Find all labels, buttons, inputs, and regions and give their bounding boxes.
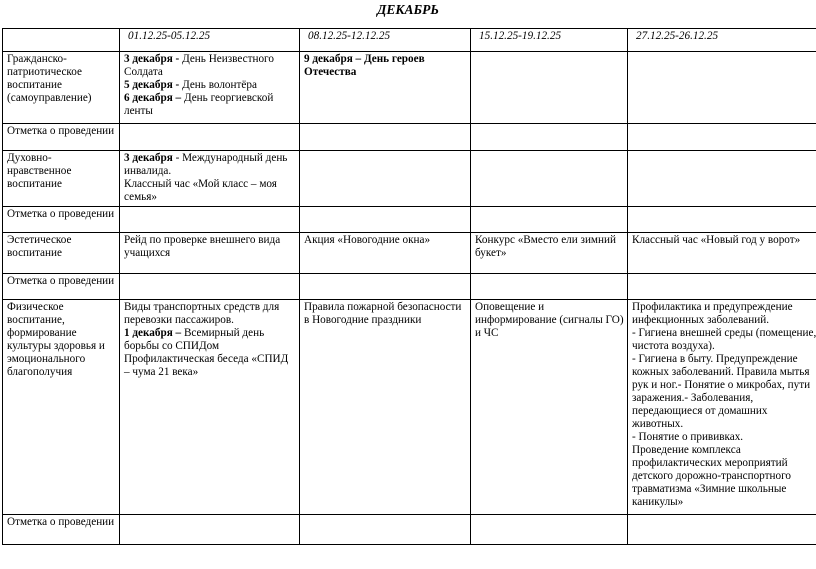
- mark-label-civic: Отметка о проведении: [3, 124, 120, 151]
- row-mark-aesthetic: [3, 274, 816, 300]
- row-aesthetic: [3, 233, 816, 274]
- mark-label-physical: Отметка о проведении: [3, 515, 120, 545]
- row-label-civic: Гражданско-патриотическое воспитание (самоуправление): [3, 52, 120, 124]
- physical-week-3: Оповещение и информирование (сигналы ГО) и ЧС: [471, 300, 628, 515]
- row-moral: [3, 151, 816, 207]
- week-1-header: 01.12.25-05.12.25: [120, 29, 300, 52]
- physical-week-2: Правила пожарной безопасности в Новогодние праздники: [300, 300, 471, 515]
- header-empty-cell: [3, 29, 120, 52]
- page-title: ДЕКАБРЬ: [377, 2, 439, 17]
- civic-event-1: 3 декабря - День Неизвестного Солдата: [124, 53, 274, 78]
- week-2-header: 08.12.25-12.12.25: [300, 29, 471, 52]
- plan-table: [2, 28, 816, 545]
- row-physical: [3, 300, 816, 515]
- civic-event-2: 5 декабря - День волонтёра: [124, 79, 257, 91]
- aesthetic-week-4: Классный час «Новый год у ворот»: [628, 233, 816, 274]
- civic-week-3: [471, 52, 628, 124]
- header-row: [3, 29, 816, 52]
- physical-week-1: Виды транспортных средств для перевозки пассажиров. 1 декабря – Всемирный день борьбы со СПИДом Профилактическая беседа «СПИД – чума 21 века»: [120, 300, 300, 515]
- civic-event-3: 6 декабря – День георгиевской ленты: [124, 92, 274, 117]
- moral-week-1: 3 декабря - Международный день инвалида. Классный час «Мой класс – моя семья»: [120, 151, 300, 207]
- row-label-aesthetic: Эстетическое воспитание: [3, 233, 120, 274]
- row-mark-physical: [3, 515, 816, 545]
- mark-label-aesthetic: Отметка о проведении: [3, 274, 120, 300]
- mark-label-moral: Отметка о проведении: [3, 207, 120, 233]
- civic-week-1: [120, 52, 300, 124]
- civic-week-4: [628, 52, 816, 124]
- row-label-physical: Физическое воспитание, формирование культуры здоровья и эмоционального благополучия: [3, 300, 120, 515]
- aesthetic-week-2: Акция «Новогодние окна»: [300, 233, 471, 274]
- row-civic: [3, 52, 816, 124]
- civic-week-2: 9 декабря – День героев Отечества: [300, 52, 471, 124]
- row-mark-moral: [3, 207, 816, 233]
- aesthetic-week-3: Конкурс «Вместо ели зимний букет»: [471, 233, 628, 274]
- aesthetic-week-1: Рейд по проверке внешнего вида учащихся: [120, 233, 300, 274]
- row-mark-civic: [3, 124, 816, 151]
- row-label-moral: Духовно-нравственное воспитание: [3, 151, 120, 207]
- physical-week-4: Профилактика и предупреждение инфекционных заболеваний. - Гигиена внешней среды (помещение, чистота воздуха). - Гигиена в быту. Предупреждение кожных заболеваний. Правила мытья рук и ног.- Понятие о микробах, пути заражения.- Заболевания, передающиеся от домашних животных. - Понятие о прививках. Проведение комплекса профилактических мероприятий детского дорожно-транспортного травматизма «Зимние школьные каникулы»: [628, 300, 816, 515]
- week-3-header: 15.12.25-19.12.25: [471, 29, 628, 52]
- week-4-header: 27.12.25-26.12.25: [628, 29, 816, 52]
